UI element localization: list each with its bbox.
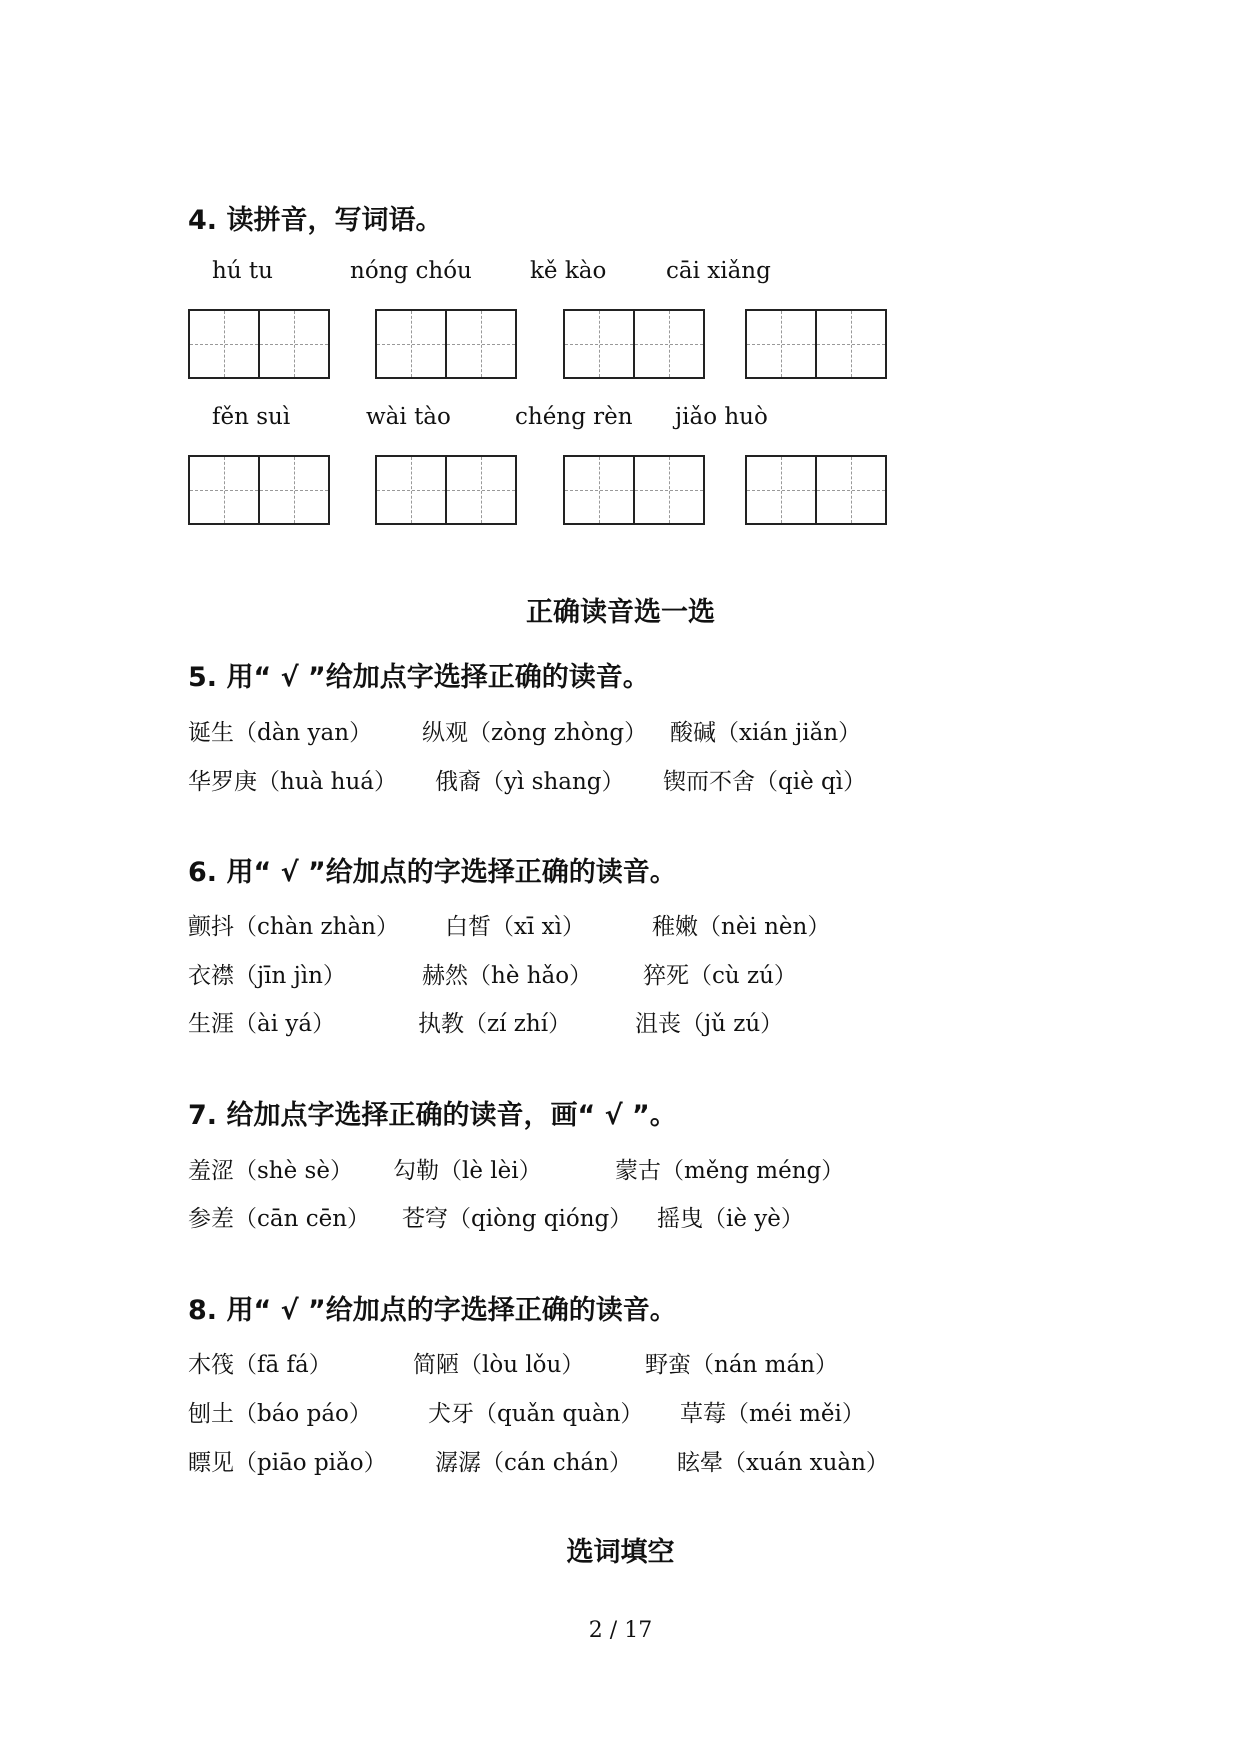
writing-grid[interactable] <box>745 309 887 379</box>
reading-item[interactable]: 刨土（báo páo） <box>188 1401 372 1427</box>
reading-item[interactable]: 猝死（cù zú） <box>643 963 797 989</box>
writing-grid[interactable] <box>188 309 330 379</box>
reading-item[interactable]: 纵观（zòng zhòng） <box>422 720 648 746</box>
reading-item[interactable]: 草莓（méi měi） <box>680 1401 865 1427</box>
section-title-fill-in: 选词填空 <box>566 1537 675 1568</box>
reading-item[interactable]: 白皙（xī xì） <box>445 914 585 940</box>
writing-grid[interactable] <box>745 455 887 525</box>
pinyin-6: wài tào <box>366 404 451 430</box>
reading-item[interactable]: 羞涩（shè sè） <box>188 1158 353 1184</box>
reading-item[interactable]: 诞生（dàn yan） <box>188 720 373 746</box>
reading-item[interactable]: 生涯（ài yá） <box>188 1011 336 1037</box>
reading-item[interactable]: 衣襟（jīn jìn） <box>188 963 346 989</box>
reading-item[interactable]: 野蛮（nán mán） <box>645 1352 838 1378</box>
reading-item[interactable]: 蒙古（měng méng） <box>615 1158 845 1184</box>
reading-item[interactable]: 潺潺（cán chán） <box>435 1450 632 1476</box>
reading-item[interactable]: 摇曳（iè yè） <box>657 1206 804 1232</box>
reading-item[interactable]: 勾勒（lè lèi） <box>393 1158 542 1184</box>
question-6-title: 6. 用“ √ ”给加点的字选择正确的读音。 <box>188 857 677 888</box>
pinyin-7: chéng rèn <box>515 404 633 430</box>
reading-item[interactable]: 执教（zí zhí） <box>418 1011 572 1037</box>
question-7-title: 7. 给加点字选择正确的读音，画“ √ ”。 <box>188 1100 677 1131</box>
question-4-title: 4. 读拼音，写词语。 <box>188 205 443 236</box>
reading-item[interactable]: 俄裔（yì shang） <box>435 769 625 795</box>
section-title-reading: 正确读音选一选 <box>526 597 715 628</box>
pinyin-2: nóng chóu <box>350 258 472 284</box>
reading-item[interactable]: 赫然（hè hǎo） <box>422 963 593 989</box>
reading-item[interactable]: 简陋（lòu lǒu） <box>413 1352 585 1378</box>
writing-grid[interactable] <box>375 309 517 379</box>
pinyin-1: hú tu <box>212 258 273 284</box>
reading-item[interactable]: 木筏（fā fá） <box>188 1352 332 1378</box>
writing-grid[interactable] <box>563 309 705 379</box>
reading-item[interactable]: 稚嫩（nèi nèn） <box>652 914 831 940</box>
reading-item[interactable]: 酸碱（xián jiǎn） <box>670 720 862 746</box>
reading-item[interactable]: 参差（cān cēn） <box>188 1206 371 1232</box>
reading-item[interactable]: 颤抖（chàn zhàn） <box>188 914 399 940</box>
reading-item[interactable]: 眩晕（xuán xuàn） <box>677 1450 889 1476</box>
pinyin-4: cāi xiǎng <box>666 258 771 284</box>
reading-item[interactable]: 瞟见（piāo piǎo） <box>188 1450 387 1476</box>
reading-item[interactable]: 华罗庚（huà huá） <box>188 769 397 795</box>
writing-grid[interactable] <box>375 455 517 525</box>
pinyin-8: jiǎo huò <box>675 404 768 430</box>
writing-grid[interactable] <box>563 455 705 525</box>
reading-item[interactable]: 犬牙（quǎn quàn） <box>428 1401 644 1427</box>
reading-item[interactable]: 沮丧（jǔ zú） <box>635 1011 784 1037</box>
question-5-title: 5. 用“ √ ”给加点字选择正确的读音。 <box>188 662 650 693</box>
reading-item[interactable]: 锲而不舍（qiè qì） <box>663 769 867 795</box>
question-8-title: 8. 用“ √ ”给加点的字选择正确的读音。 <box>188 1295 677 1326</box>
pinyin-3: kě kào <box>530 258 607 284</box>
writing-grid[interactable] <box>188 455 330 525</box>
reading-item[interactable]: 苍穹（qiòng qióng） <box>402 1206 633 1232</box>
page-number: 2 / 17 <box>588 1618 653 1643</box>
pinyin-5: fěn suì <box>212 404 291 430</box>
